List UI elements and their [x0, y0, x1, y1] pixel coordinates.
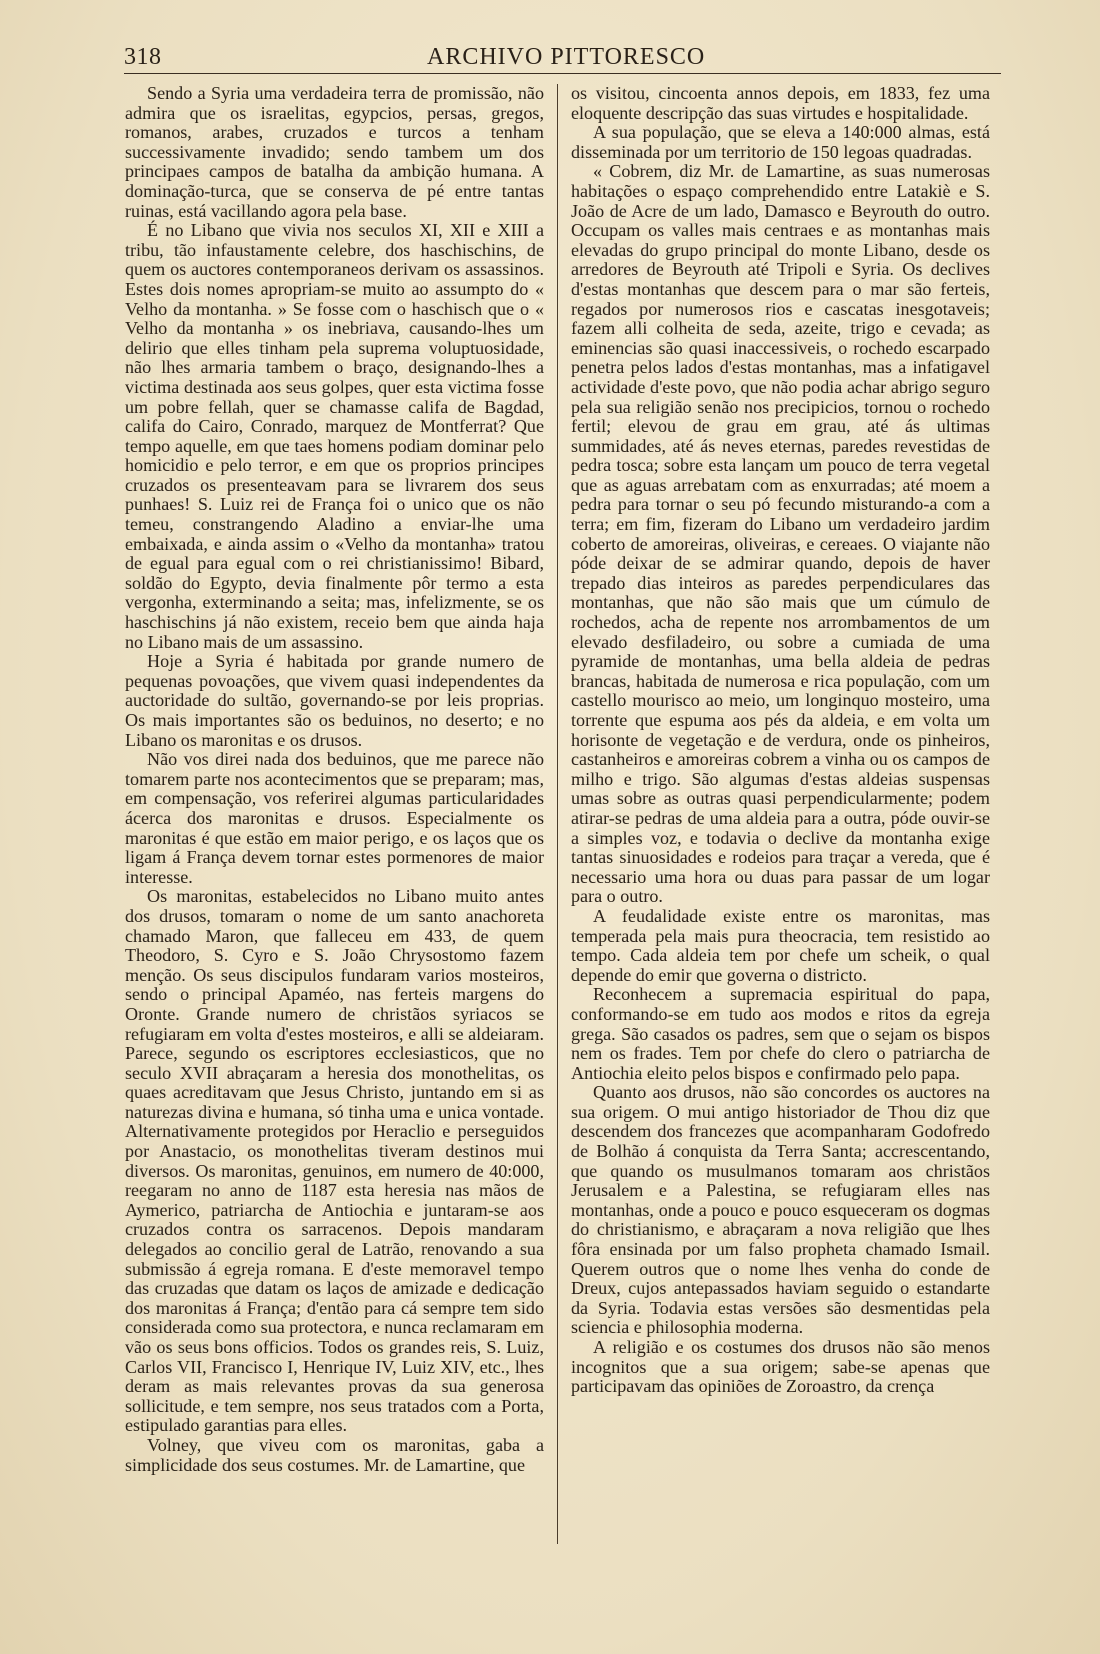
paragraph: Hoje a Syria é habitada por grande numero de pequenas povoações, que vivem quasi independentes da auctoridade do sultão, governando-se por leis proprias. Os mais importantes são os beduinos, no deserto; e no Libano os maronitas e os drusos. [125, 651, 544, 750]
paragraph: Não vos direi nada dos beduinos, que me parece não tomarem parte nos acontecimentos que se preparam; mas, em compensação, vos referirei algumas particularidades ácerca dos maronitas e drusos. Especialmente os maronitas é que estão em maior perigo, e os laços que os ligam á França devem tornar estes pormenores de maior interesse. [125, 749, 544, 887]
header-rule [124, 73, 1001, 74]
paragraph: Volney, que viveu com os maronitas, gaba a simplicidade dos seus costumes. Mr. de Lamartine, que [125, 1434, 544, 1475]
paragraph: A sua população, que se eleva a 140:000 almas, está disseminada por um territorio de 150 legoas quadradas. [571, 122, 990, 162]
paragraph: A religião e os costumes dos drusos não são menos incognitos que a sua origem; sabe-se apenas que participavam das opiniões de Zoroastro, da crença [571, 1337, 990, 1397]
paragraph: É no Libano que vivia nos seculos XI, XII e XIII a tribu, tão infaustamente celebre, dos haschischins, de quem os auctores contemporaneos derivam os assassinos. Estes dois nomes apropriam-se muito ao assumpto do « Velho da montanha. » Se fosse com o haschisch que o « Velho da montanha » os inebriava, causando-lhes um delirio que elles tinham pela suprema voluptuosidade, não lhes armaria tambem o braço, designando-lhes a victima destinada aos seus golpes, quer esta victima fosse um pobre fellah, quer se chamasse califa de Bagdad, califa do Cairo, Conrado, marquez de Montferrat? Que tempo aquelle, em que taes homens podiam dominar pelo homicidio e pelo terror, e em que os proprios principes cruzados os presenteavam para se livrarem dos seus punhaes! S. Luiz rei de França foi o unico que os não temeu, constrangendo Aladino a enviar-lhe uma embaixada, e ainda assim o «Velho da montanha» tratou de egual para egual com o rei christianissimo! Bibard, soldão do Egypto, devia finalmente pôr termo a esta vergonha, exterminando a seita; mas, infelizmente, se os haschischins já não existem, receio bem que ainda haja no Libano mais de um assassino. [125, 220, 544, 652]
right-column [571, 84, 990, 1397]
paragraph: Os maronitas, estabelecidos no Libano muito antes dos drusos, tomaram o nome de um santo anachoreta chamado Maron, que falleceu em 433, de quem Theodoro, S. Cyro e S. João Chrysostomo fazem menção. Os seus discipulos fundaram varios mosteiros, sendo o principal Apaméo, nas ferteis margens do Oronte. Grande numero de christãos syriacos se refugiaram em volta d'estes mosteiros, e alli se aldeiaram. Parece, segundo os escriptores ecclesiasticos, que no seculo XVII abraçaram a heresia dos monothelitas, os quaes acreditavam que Jesus Christo, juntando em si as naturezas divina e humana, só tinha uma e unica vontade. Alternativamente protegidos por Heraclio e perseguidos por Anastacio, os monothelitas tiveram destinos mui diversos. Os maronitas, genuinos, em numero de 40:000, reegaram no anno de 1187 esta heresia nas mãos de Aymerico, patriarcha de Antiochia e juntaram-se aos cruzados contra os sarracenos. Depois mandaram delegados ao concilio geral de Latrão, renovando a sua submissão á egreja romana. E d'este memoravel tempo das cruzadas que datam os laços de amizade e dedicação dos maronitas á França; d'então para cá sempre tem sido considerada como sua protectora, e nunca reclamaram em vão os seus bons officios. Todos os grandes reis, S. Luiz, Carlos VII, Francisco I, Henrique IV, Luiz XIV, etc., lhes deram as mais relevantes provas da sua generosa sollicitude, e tem sempre, nos seus tratados com a Porta, estipulado garantias para elles. [125, 886, 544, 1436]
paragraph: os visitou, cincoenta annos depois, em 1833, fez uma eloquente descripção das suas virtudes e hospitalidade. [571, 83, 990, 123]
paragraph: A feudalidade existe entre os maronitas, mas temperada pela mais pura theocracia, tem resistido ao tempo. Cada aldeia tem por chefe um scheik, o qual depende do emir que governa o districto. [571, 905, 990, 985]
paragraph: « Cobrem, diz Mr. de Lamartine, as suas numerosas habitações o espaço comprehendido entre Latakiè e S. João de Acre de um lado, Damasco e Beyrouth do outro. Occupam os valles mais centraes e as montanhas mais elevadas do grupo principal do monte Libano, desde os arredores de Beyrouth até Tripoli e Syria. Os declives d'estas montanhas que descem para o mar são ferteis, regados por numerosos rios e cascatas inesgotaveis; fazem alli colheita de seda, azeite, trigo e cevada; as eminencias são quasi inaccessiveis, o rochedo escarpado penetra pelos lados d'estas montanhas, mas a infatigavel actividade d'este povo, que não podia achar abrigo seguro pela sua religião senão nos precipicios, tornou o rochedo fertil; elevou de grau em grau, até ás ultimas summidades, até ás neves eternas, paredes revestidas de pedra tosca; sobre esta lançam um pouco de terra vegetal que as aguas arrebatam com as enxurradas; até moem a pedra para tornar o seu pó fecundo misturando-a com a terra; em fim, fizeram do Libano um verdadeiro jardim coberto de amoreiras, oliveiras, e cereaes. O viajante não póde deixar de se admirar quando, depois de haver trepado dias inteiros as paredes perpendiculares das montanhas, que não são mais que um cúmulo de rochedos, acha de repente nos arrombamentos de um elevado desfiladeiro, ou sobre a cumiada de uma pyramide de montanhas, uma bella aldeia de pedras brancas, habitada de numerosa e rica população, com um castello mourisco ao meio, um longinquo mosteiro, uma torrente que espuma aos pés da aldeia, e em volta um horisonte de vegetação e de verdura, onde os pinheiros, castanheiros e amoreiras cobrem a vinha ou os campos de milho e trigo. São algumas d'estas aldeias suspensas umas sobre as outras quasi perpendicularmente; podem atirar-se pedras de uma aldeia para a outra, póde ouvir-se a simples voz, e todavia o declive da montanha exige tantas sinuosidades e rodeios para traçar a vereda, que é necessario uma hora ou duas para passar de um logar para o outro. [571, 161, 990, 907]
paragraph: Sendo a Syria uma verdadeira terra de promissão, não admira que os israelitas, egypcios, persas, gregos, romanos, arabes, cruzados e turcos a tenham successivamente invadido; sendo tambem um dos principaes campos de batalha da ambição humana. A dominação-turca, que se conserva de pé entre tantas ruinas, está vacillando agora pela base. [125, 83, 544, 221]
paragraph: Quanto aos drusos, não são concordes os auctores na sua origem. O mui antigo historiador de Thou diz que descendem dos francezes que acompanharam Godofredo de Bolhão á conquista da Terra Santa; accrescentando, que quando os musulmanos tomaram aos christãos Jerusalem e a Palestina, se refugiaram elles nas montanhas, onde a pouco e pouco esqueceram os dogmas do christianismo, e abraçaram a nova religião que lhes fôra ensinada por um falso propheta chamado Ismail. Querem outros que o nome lhes venha do conde de Dreux, cujos antepassados haviam seguido o estandarte da Syria. Todavia estas versões são desmentidas pela sciencia e philosophia moderna. [571, 1082, 990, 1338]
running-title: ARCHIVO PITTORESCO [427, 44, 706, 70]
page-header [124, 40, 1001, 74]
page-number: 318 [124, 44, 162, 70]
column-divider [557, 84, 558, 1544]
left-column [125, 84, 544, 1475]
paragraph: Reconhecem a supremacia espiritual do papa, conformando-se em tudo aos modos e ritos da egreja grega. São casados os padres, sem que o sejam os bispos nem os frades. Tem por chefe do clero o patriarcha de Antiochia eleito pelos bispos e confirmado pelo papa. [571, 984, 990, 1083]
